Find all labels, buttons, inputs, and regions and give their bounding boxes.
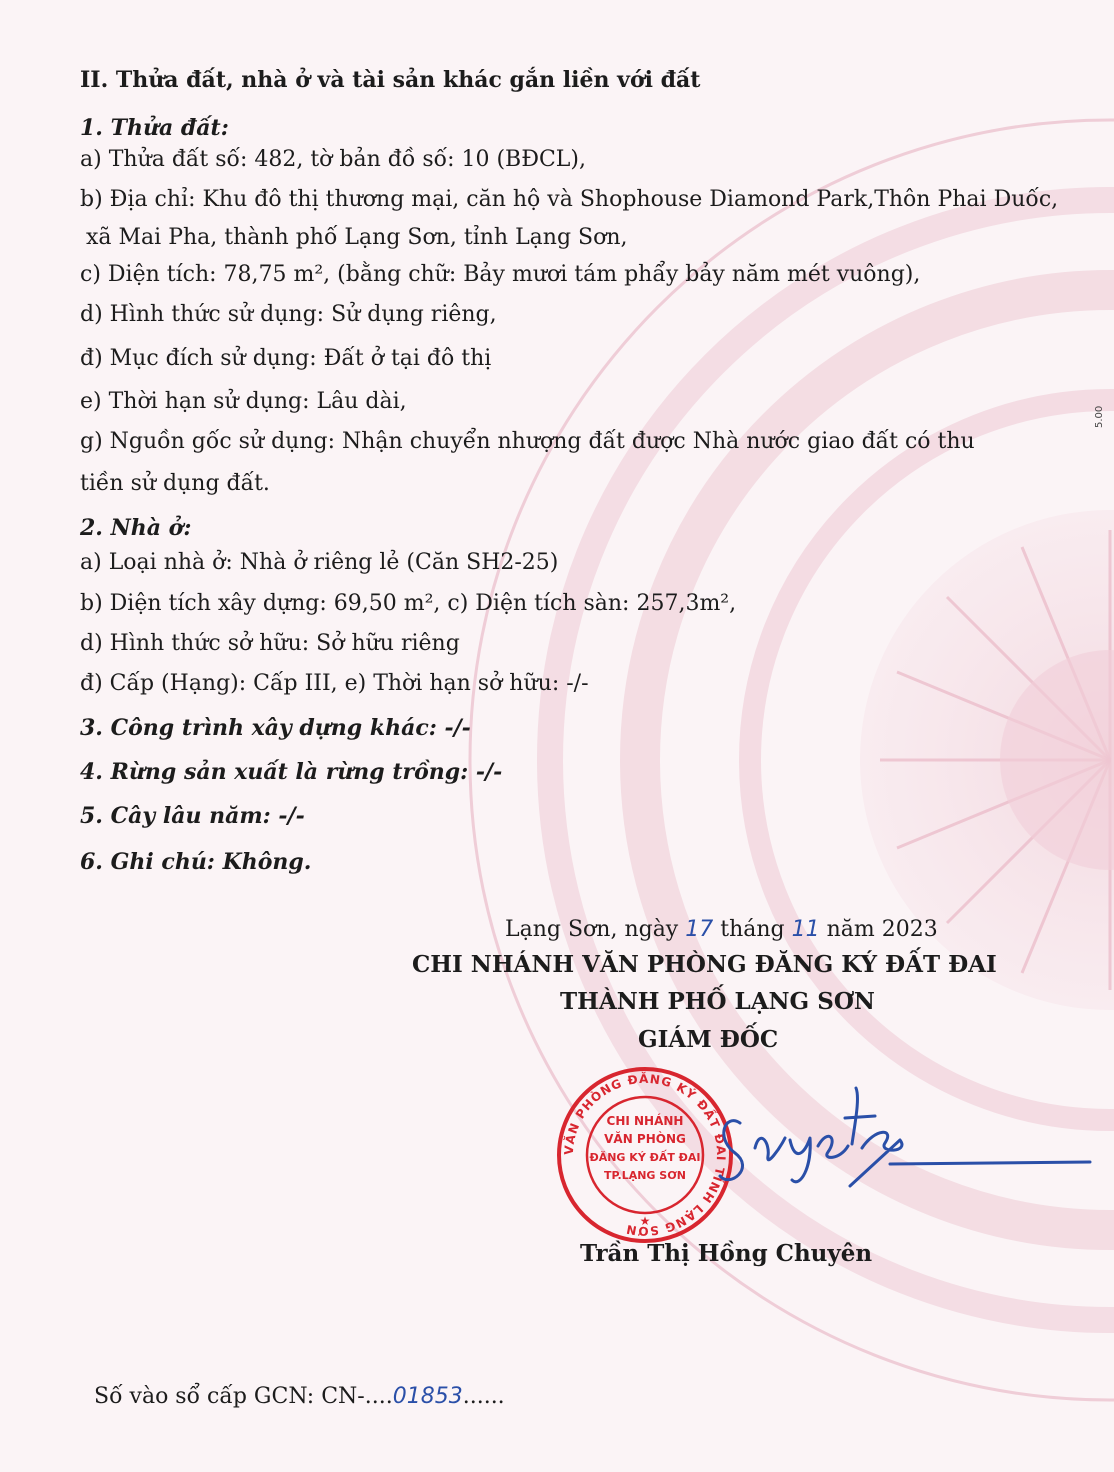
house-type: a) Loại nhà ở: Nhà ở riêng lẻ (Căn SH2-25) <box>80 550 559 575</box>
org-line2: THÀNH PHỐ LẠNG SƠN <box>560 988 875 1015</box>
org-line1: CHI NHÁNH VĂN PHÒNG ĐĂNG KÝ ĐẤT ĐAI <box>412 951 997 978</box>
land-address-line2: xã Mai Pha, thành phố Lạng Sơn, tỉnh Lạng Sơn, <box>86 225 628 250</box>
land-area: c) Diện tích: 78,75 m², (bằng chữ: Bảy mươi tám phẩy bảy năm mét vuông), <box>80 262 921 287</box>
date-prefix: Lạng Sơn, ngày <box>505 917 686 942</box>
signing-date <box>505 916 938 944</box>
handwritten-signature <box>700 1068 1100 1198</box>
date-month-label: tháng <box>713 917 792 942</box>
seal-outer-text: VĂN PHÒNG ĐĂNG KÝ ĐẤT ĐAI TỈNH LẠNG SƠN <box>561 1071 729 1239</box>
date-year: năm 2023 <box>819 917 938 942</box>
other-construction: 3. Công trình xây dựng khác: -/- <box>80 715 471 741</box>
house-heading: 2. Nhà ở: <box>80 515 192 541</box>
perennial-trees: 5. Cây lâu năm: -/- <box>80 803 305 829</box>
signer-name: Trần Thị Hồng Chuyên <box>580 1240 873 1267</box>
seal-line1: CHI NHÁNH <box>606 1114 684 1128</box>
house-area: b) Diện tích xây dựng: 69,50 m², c) Diện tích sàn: 257,3m², <box>80 591 737 616</box>
seal-line2: VĂN PHÒNG <box>604 1132 686 1146</box>
registry-label: Số vào sổ cấp GCN: CN- <box>94 1384 365 1409</box>
svg-text:★: ★ <box>639 1214 651 1228</box>
seal-line3: ĐĂNG KÝ ĐẤT ĐAI <box>589 1151 701 1164</box>
registry-number <box>94 1383 505 1411</box>
land-heading: 1. Thửa đất: <box>80 115 229 141</box>
section-title: II. Thửa đất, nhà ở và tài sản khác gắn liền với đất <box>80 67 701 93</box>
registry-handwritten-number: 01853 <box>392 1384 463 1409</box>
registry-dots-before: .... <box>364 1384 393 1409</box>
production-forest: 4. Rừng sản xuất là rừng trồng: -/- <box>80 759 503 785</box>
land-origin-line1: g) Nguồn gốc sử dụng: Nhận chuyển nhượng đất được Nhà nước giao đất có thu <box>80 429 975 454</box>
date-month: 11 <box>791 917 820 942</box>
land-use-term: e) Thời hạn sử dụng: Lâu dài, <box>80 389 407 414</box>
land-origin-line2: tiền sử dụng đất. <box>80 471 270 496</box>
date-day: 17 <box>685 917 714 942</box>
house-grade: đ) Cấp (Hạng): Cấp III, e) Thời hạn sở hữu: -/- <box>80 671 589 696</box>
land-parcel-number: a) Thửa đất số: 482, tờ bản đồ số: 10 (BĐCL), <box>80 147 586 172</box>
land-use-purpose: đ) Mục đích sử dụng: Đất ở tại đô thị <box>80 346 492 371</box>
registry-dots-after: ...... <box>462 1384 505 1409</box>
notes: 6. Ghi chú: Không. <box>80 849 312 875</box>
seal-line4: TP.LẠNG SƠN <box>603 1169 687 1182</box>
margin-mark: 5.00 <box>1094 405 1105 428</box>
land-address-line1: b) Địa chỉ: Khu đô thị thương mại, căn hộ và Shophouse Diamond Park,Thôn Phai Duốc, <box>80 187 1059 212</box>
signer-position: GIÁM ĐỐC <box>638 1026 779 1053</box>
house-ownership: d) Hình thức sở hữu: Sở hữu riêng <box>80 631 460 656</box>
land-use-form: d) Hình thức sử dụng: Sử dụng riêng, <box>80 302 497 327</box>
